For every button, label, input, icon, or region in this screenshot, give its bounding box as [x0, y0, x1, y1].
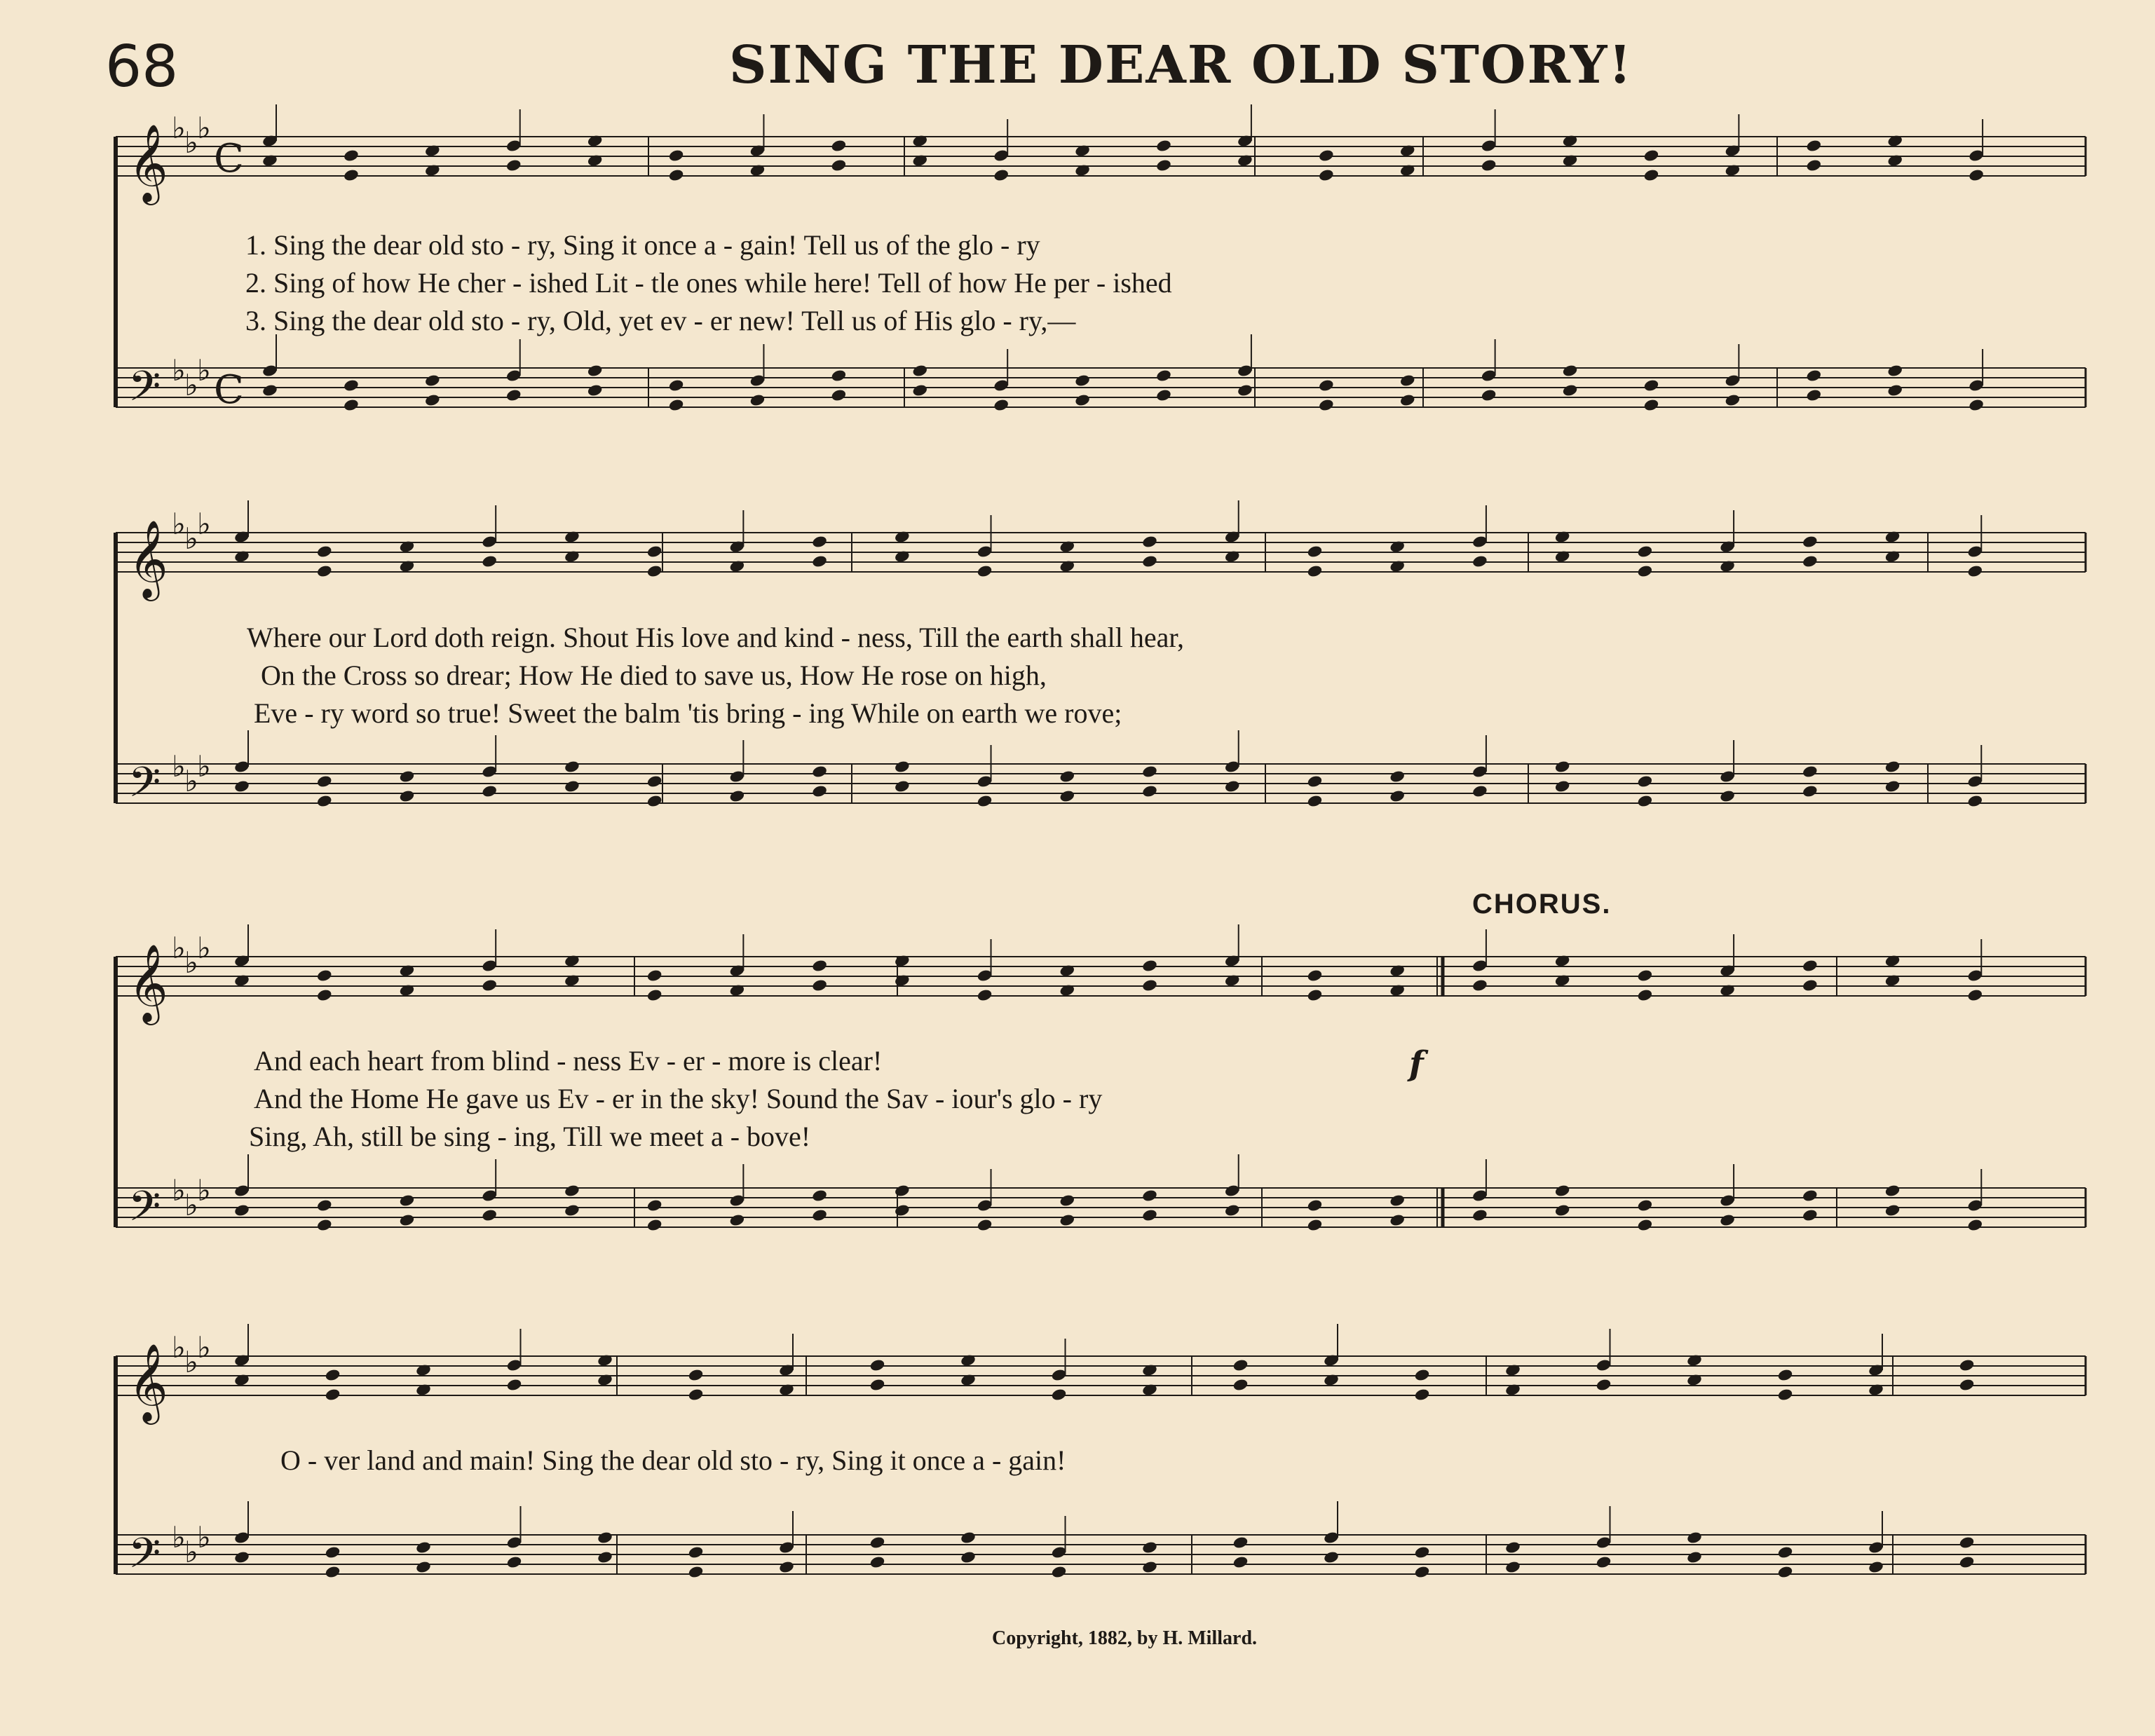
notehead [1637, 1198, 1654, 1212]
notehead [1307, 1198, 1324, 1212]
notehead [1802, 554, 1819, 568]
notehead [1596, 1378, 1612, 1392]
notehead [1059, 770, 1075, 784]
notehead [1414, 1388, 1431, 1402]
notehead [894, 779, 911, 793]
notehead [1389, 1194, 1406, 1208]
notehead [1554, 760, 1571, 774]
notehead [1155, 158, 1172, 172]
notehead [1399, 393, 1416, 407]
notehead [688, 1388, 705, 1402]
notehead [993, 398, 1009, 412]
notehead [1141, 765, 1158, 779]
notehead [1554, 1184, 1571, 1198]
copyright-notice: Copyright, 1882, by H. Millard. [992, 1627, 1258, 1649]
notehead [993, 168, 1009, 182]
notehead [1959, 1555, 1976, 1569]
flat-icon: ♭ [172, 1520, 186, 1554]
page-number: 68 [105, 34, 179, 100]
notehead [894, 1184, 911, 1198]
flat-icon: ♭ [197, 749, 211, 784]
notehead [668, 378, 685, 392]
notehead [646, 1198, 663, 1212]
notehead [729, 1213, 746, 1227]
notehead [316, 1198, 333, 1212]
flat-icon: ♭ [184, 125, 198, 160]
notehead [811, 1208, 828, 1222]
notehead [399, 770, 416, 784]
notehead [811, 535, 828, 549]
notehead [1686, 1531, 1703, 1545]
notehead [1074, 393, 1091, 407]
notehead [597, 1550, 613, 1564]
notehead [233, 779, 250, 793]
notehead [1805, 158, 1822, 172]
notehead [316, 988, 333, 1002]
notehead [587, 364, 604, 378]
notehead [1307, 969, 1324, 983]
notehead [1643, 398, 1660, 412]
notehead [233, 1550, 250, 1564]
notehead [1884, 1184, 1901, 1198]
notehead [1686, 1550, 1703, 1564]
notehead [1968, 398, 1985, 412]
notehead [1389, 789, 1406, 803]
notehead [1307, 545, 1324, 559]
notehead [343, 149, 360, 163]
notehead [688, 1545, 705, 1559]
notehead [1805, 369, 1822, 383]
notehead [894, 1203, 911, 1217]
notehead [688, 1368, 705, 1382]
notehead [1719, 789, 1736, 803]
notehead [1232, 1536, 1249, 1550]
notehead [646, 969, 663, 983]
notehead [1232, 1358, 1249, 1372]
bass-clef-icon: 𝄢 [128, 1182, 161, 1241]
notehead [481, 554, 498, 568]
lyric-line: On the Cross so drear; How He died to save us, How He rose on high, [261, 659, 1047, 691]
notehead [1481, 388, 1497, 402]
notehead [1554, 1203, 1571, 1217]
flat-icon: ♭ [197, 1330, 211, 1365]
flat-icon: ♭ [184, 1345, 198, 1379]
notehead [894, 760, 911, 774]
notehead [1059, 1213, 1075, 1227]
notehead [1318, 149, 1335, 163]
flat-icon: ♭ [184, 1535, 198, 1569]
notehead [1643, 168, 1660, 182]
notehead [1318, 168, 1335, 182]
notehead [316, 1218, 333, 1232]
notehead [646, 545, 663, 559]
notehead [1481, 158, 1497, 172]
notehead [1777, 1368, 1794, 1382]
notehead [811, 784, 828, 798]
flat-icon: ♭ [172, 1173, 186, 1208]
notehead [1059, 789, 1075, 803]
notehead [1805, 139, 1822, 153]
notehead [811, 959, 828, 973]
lyric-line: 3. Sing the dear old sto - ry, Old, yet ev - er new! Tell us of His glo - ry,— [245, 305, 1076, 336]
notehead [811, 765, 828, 779]
flat-icon: ♭ [172, 1330, 186, 1365]
notehead [1414, 1565, 1431, 1579]
notehead [1051, 1388, 1068, 1402]
notehead [960, 1531, 977, 1545]
notehead [1637, 988, 1654, 1002]
notehead [1237, 383, 1253, 397]
notehead [564, 1203, 580, 1217]
notehead [646, 988, 663, 1002]
notehead [646, 794, 663, 808]
notehead [399, 1194, 416, 1208]
forte-mark: f [1409, 1044, 1424, 1084]
notehead [399, 1213, 416, 1227]
notehead [1966, 1218, 1983, 1232]
notehead [869, 1378, 886, 1392]
notehead [1051, 1565, 1068, 1579]
notehead [668, 168, 685, 182]
notehead [1141, 1540, 1158, 1554]
notehead [325, 1565, 341, 1579]
notehead [811, 1189, 828, 1203]
notehead [1389, 770, 1406, 784]
notehead [316, 545, 333, 559]
notehead [316, 794, 333, 808]
notehead [415, 1560, 432, 1574]
notehead [1307, 988, 1324, 1002]
lyric-line: And each heart from blind - ness Ev - er - more is clear! [254, 1045, 883, 1077]
notehead [729, 789, 746, 803]
notehead [1141, 784, 1158, 798]
notehead [1959, 1378, 1976, 1392]
notehead [564, 779, 580, 793]
notehead [1562, 364, 1579, 378]
notehead [778, 1560, 795, 1574]
notehead [325, 1545, 341, 1559]
notehead [869, 1358, 886, 1372]
notehead [1141, 554, 1158, 568]
notehead [1968, 168, 1985, 182]
notehead [1307, 1218, 1324, 1232]
notehead [831, 158, 848, 172]
lyric-line: And the Home He gave us Ev - er in the sky! Sound the Sav - iour's glo - ry [254, 1083, 1103, 1114]
notehead [1059, 1194, 1075, 1208]
notehead [1471, 554, 1488, 568]
common-time-icon: C [214, 367, 244, 413]
notehead [1802, 784, 1819, 798]
notehead [1802, 959, 1819, 973]
treble-clef-icon: 𝄞 [128, 943, 168, 1022]
notehead [1307, 774, 1324, 788]
notehead [1399, 374, 1416, 388]
flat-icon: ♭ [197, 931, 211, 965]
notehead [1637, 545, 1654, 559]
notehead [1307, 564, 1324, 578]
notehead [869, 1536, 886, 1550]
notehead [646, 564, 663, 578]
notehead [1155, 139, 1172, 153]
notehead [261, 383, 278, 397]
notehead [668, 398, 685, 412]
notehead [1959, 1536, 1976, 1550]
notehead [1504, 1540, 1521, 1554]
notehead [325, 1388, 341, 1402]
notehead [1414, 1545, 1431, 1559]
flat-icon: ♭ [172, 507, 186, 541]
notehead [343, 168, 360, 182]
notehead [1959, 1358, 1976, 1372]
notehead [668, 149, 685, 163]
notehead [1802, 1189, 1819, 1203]
notehead [811, 978, 828, 992]
notehead [343, 378, 360, 392]
notehead [505, 388, 522, 402]
notehead [1643, 149, 1660, 163]
flat-icon: ♭ [197, 353, 211, 388]
notehead [316, 969, 333, 983]
notehead [1141, 978, 1158, 992]
notehead [505, 158, 522, 172]
notehead [424, 374, 441, 388]
notehead [869, 1555, 886, 1569]
notehead [1719, 1213, 1736, 1227]
lyric-line: Sing, Ah, still be sing - ing, Till we meet a - bove! [249, 1121, 811, 1152]
flat-icon: ♭ [197, 1520, 211, 1554]
notehead [1232, 1555, 1249, 1569]
notehead [506, 1555, 523, 1569]
notehead [1802, 765, 1819, 779]
notehead [1307, 794, 1324, 808]
notehead [1805, 388, 1822, 402]
notehead [646, 774, 663, 788]
notehead [1884, 760, 1901, 774]
flat-icon: ♭ [184, 521, 198, 556]
flat-icon: ♭ [184, 945, 198, 980]
notehead [506, 1378, 523, 1392]
notehead [316, 564, 333, 578]
notehead [316, 774, 333, 788]
notehead [1141, 1208, 1158, 1222]
notehead [1323, 1550, 1340, 1564]
notehead [811, 554, 828, 568]
notehead [1966, 794, 1983, 808]
notehead [977, 794, 993, 808]
notehead [1637, 564, 1654, 578]
notehead [1141, 535, 1158, 549]
notehead [564, 760, 580, 774]
notehead [564, 1184, 580, 1198]
bass-clef-icon: 𝄢 [128, 1529, 161, 1587]
notehead [1471, 784, 1488, 798]
notehead [1966, 564, 1983, 578]
notehead [831, 388, 848, 402]
flat-icon: ♭ [197, 507, 211, 541]
notehead [1155, 369, 1172, 383]
notehead [587, 383, 604, 397]
notehead [1868, 1560, 1884, 1574]
treble-clef-icon: 𝄞 [128, 1343, 168, 1421]
notehead [1562, 383, 1579, 397]
notehead [1141, 1560, 1158, 1574]
notehead [831, 139, 848, 153]
bass-clef-icon: 𝄢 [128, 362, 161, 421]
notehead [911, 364, 928, 378]
notehead [749, 393, 766, 407]
flat-icon: ♭ [172, 749, 186, 784]
common-time-icon: C [214, 136, 244, 182]
lyric-line: 2. Sing of how He cher - ished Lit - tle ones while here! Tell of how He per - ished [245, 267, 1172, 299]
notehead [1643, 378, 1660, 392]
flat-icon: ♭ [172, 111, 186, 145]
notehead [1802, 1208, 1819, 1222]
notehead [1966, 988, 1983, 1002]
notehead [1887, 383, 1903, 397]
flat-icon: ♭ [184, 764, 198, 798]
notehead [1389, 1213, 1406, 1227]
notehead [960, 1550, 977, 1564]
treble-clef-icon: 𝄞 [128, 123, 168, 202]
lyric-line: Eve - ry word so true! Sweet the balm 'tis bring - ing While on earth we rove; [254, 697, 1122, 729]
notehead [1777, 1388, 1794, 1402]
lyric-line: O - ver land and main! Sing the dear old sto - ry, Sing it once a - gain! [280, 1444, 1066, 1476]
notehead [1637, 774, 1654, 788]
notehead [233, 1203, 250, 1217]
notehead [343, 398, 360, 412]
notehead [424, 393, 441, 407]
notehead [1074, 374, 1091, 388]
treble-clef-icon: 𝄞 [128, 519, 168, 598]
notehead [1504, 1560, 1521, 1574]
flat-icon: ♭ [197, 1173, 211, 1208]
flat-icon: ♭ [172, 353, 186, 388]
notehead [1141, 1189, 1158, 1203]
notehead [1471, 1208, 1488, 1222]
notehead [481, 784, 498, 798]
lyric-line: Where our Lord doth reign. Shout His love and kind - ness, Till the earth shall hear, [247, 622, 1185, 653]
flat-icon: ♭ [172, 931, 186, 965]
notehead [1802, 535, 1819, 549]
notehead [1637, 969, 1654, 983]
flat-icon: ♭ [197, 111, 211, 145]
notehead [646, 1218, 663, 1232]
notehead [1777, 1565, 1794, 1579]
notehead [1224, 1203, 1241, 1217]
notehead [1232, 1378, 1249, 1392]
notehead [1318, 378, 1335, 392]
notehead [1224, 779, 1241, 793]
notehead [1554, 779, 1571, 793]
notehead [481, 1208, 498, 1222]
notehead [977, 564, 993, 578]
notehead [1884, 779, 1901, 793]
notehead [415, 1540, 432, 1554]
notehead [1155, 388, 1172, 402]
notehead [977, 988, 993, 1002]
notehead [481, 978, 498, 992]
notehead [688, 1565, 705, 1579]
notehead [911, 383, 928, 397]
hymn-title: SING THE DEAR OLD STORY! [729, 35, 1633, 95]
notehead [1802, 978, 1819, 992]
notehead [1318, 398, 1335, 412]
notehead [399, 789, 416, 803]
notehead [1596, 1555, 1612, 1569]
bass-clef-icon: 𝄢 [128, 758, 161, 816]
notehead [1414, 1368, 1431, 1382]
flat-icon: ♭ [184, 368, 198, 402]
lyric-line: 1. Sing the dear old sto - ry, Sing it once a - gain! Tell us of the glo - ry [245, 229, 1040, 261]
notehead [597, 1531, 613, 1545]
chorus-label: CHORUS. [1472, 889, 1612, 920]
notehead [977, 1218, 993, 1232]
flat-icon: ♭ [184, 1188, 198, 1222]
notehead [1637, 1218, 1654, 1232]
notehead [1887, 364, 1903, 378]
notehead [1884, 1203, 1901, 1217]
notehead [1637, 794, 1654, 808]
notehead [1141, 959, 1158, 973]
notehead [1725, 393, 1741, 407]
notehead [325, 1368, 341, 1382]
notehead [1471, 978, 1488, 992]
notehead [1777, 1545, 1794, 1559]
notehead [831, 369, 848, 383]
